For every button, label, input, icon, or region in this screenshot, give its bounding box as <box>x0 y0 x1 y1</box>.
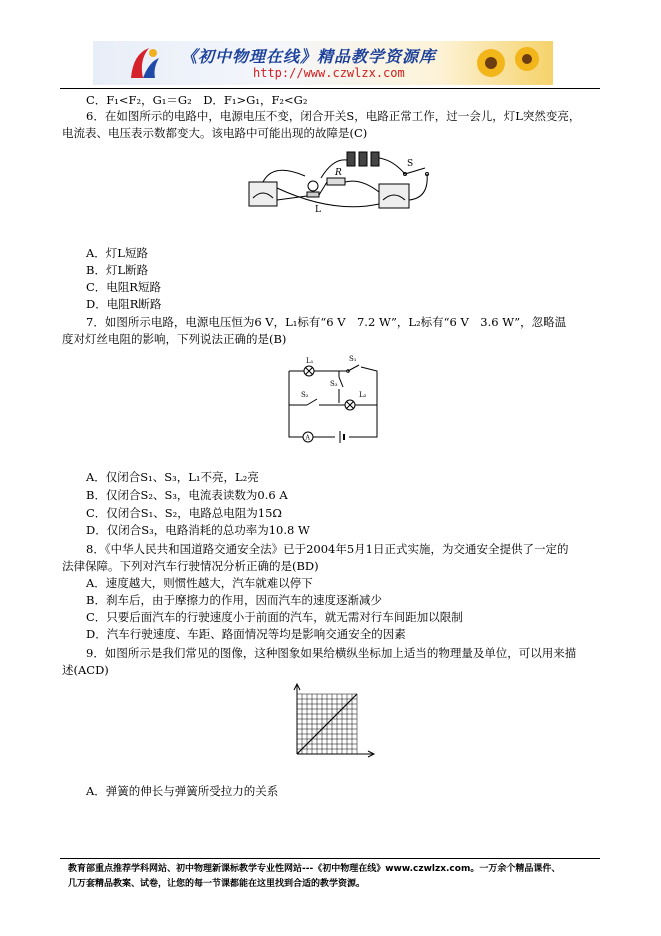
q7-stem-line-2: 度对灯丝电阻的影响，下列说法正确的是(B) <box>62 332 287 346</box>
q7-option-d: D．仅闭合S₃，电路消耗的总功率为10.8 W <box>86 523 310 537</box>
ammeter-icon <box>249 182 277 206</box>
q5-options-line: C．F₁<F₂，G₁＝G₂ D．F₁>G₁，F₂<G₂ <box>86 93 308 107</box>
q7-option-a: A．仅闭合S₁、S₃，L₁不亮，L₂亮 <box>86 470 259 484</box>
q7-circuit-figure <box>283 355 383 445</box>
q6-lamp-label: L <box>315 205 321 215</box>
header-url[interactable]: http://www.czwlzx.com <box>253 66 405 80</box>
q8-stem-line-1: 8．《中华人民共和国道路交通安全法》已于2004年5月1日正式实施，为交通安全提供了一定的 <box>86 542 569 556</box>
q9-stem-line-2: 述(ACD) <box>62 663 109 677</box>
q6-circuit-figure <box>243 148 433 218</box>
q6-switch-label: S <box>407 159 414 169</box>
footer-line-1: 教育部重点推荐学科网站、初中物理新课标教学专业性网站---《初中物理在线》www.czwlzx.com。一万余个精品课件、 <box>68 864 561 874</box>
voltmeter-icon <box>379 184 409 208</box>
q8-option-d: D．汽车行驶速度、车距、路面情况等均是影响交通安全的因素 <box>86 627 406 641</box>
q9-stem-line-1: 9．如图所示是我们常见的图像，这种图象如果给横纵坐标加上适当的物理量及单位，可以用来描 <box>86 646 577 660</box>
q7-s1-label: S₁ <box>349 355 357 363</box>
q8-option-c: C．只要后面汽车的行驶速度小于前面的汽车，就无需对行车间距加以限制 <box>86 610 463 624</box>
footer-rule <box>60 858 600 859</box>
q7-stem-line-1: 7．如图所示电路，电源电压恒为6 V，L₁标有“6 V 7.2 W”，L₂标有“6 V 3.6 W”，忽略温 <box>86 315 567 329</box>
q7-option-b: B．仅闭合S₂、S₃，电流表读数为0.6 A <box>86 488 288 502</box>
q6-stem-line-2: 电流表、电压表示数都变大。该电路中可能出现的故障是(C) <box>62 126 368 140</box>
q6-option-c: C．电阻R短路 <box>86 280 161 294</box>
q7-option-c: C．仅闭合S₁、S₂，电路总电阻为15Ω <box>86 506 282 520</box>
q7-l1-label: L₁ <box>306 357 314 365</box>
q7-l2-label: L₂ <box>359 391 367 399</box>
q6-resistor-label: R <box>335 168 342 178</box>
sunflower-decoration <box>469 43 549 83</box>
header-rule <box>60 88 600 89</box>
q6-stem-line-1: 6．在如图所示的电路中，电源电压不变，闭合开关S，电路正常工作，过一会儿，灯L突然变亮， <box>86 109 581 123</box>
q8-option-b: B．刹车后，由于摩擦力的作用，因而汽车的速度逐渐减少 <box>86 593 382 607</box>
footer-line-2: 几万套精品教案、试卷，让您的每一节课都能在这里找到合适的教学资源。 <box>68 879 366 889</box>
footer <box>68 862 608 892</box>
site-logo <box>123 44 163 82</box>
q9-graph-figure <box>285 682 380 762</box>
header-title: 《初中物理在线》精品教学资源库 <box>181 47 437 66</box>
header-banner <box>93 41 553 85</box>
q7-ammeter-label: A <box>305 434 310 442</box>
q8-option-a: A．速度越大，则惯性越大，汽车就难以停下 <box>86 576 313 590</box>
q6-option-d: D．电阻R断路 <box>86 297 162 311</box>
q6-option-a: A．灯L短路 <box>86 246 148 260</box>
q6-option-b: B．灯L断路 <box>86 263 149 277</box>
q9-option-a: A．弹簧的伸长与弹簧所受拉力的关系 <box>86 784 279 798</box>
q7-s2-label: S₂ <box>301 391 309 399</box>
q8-stem-line-2: 法律保障。下列对汽车行驶情况分析正确的是(BD) <box>62 559 319 573</box>
q7-s3-label: S₃ <box>330 380 338 388</box>
